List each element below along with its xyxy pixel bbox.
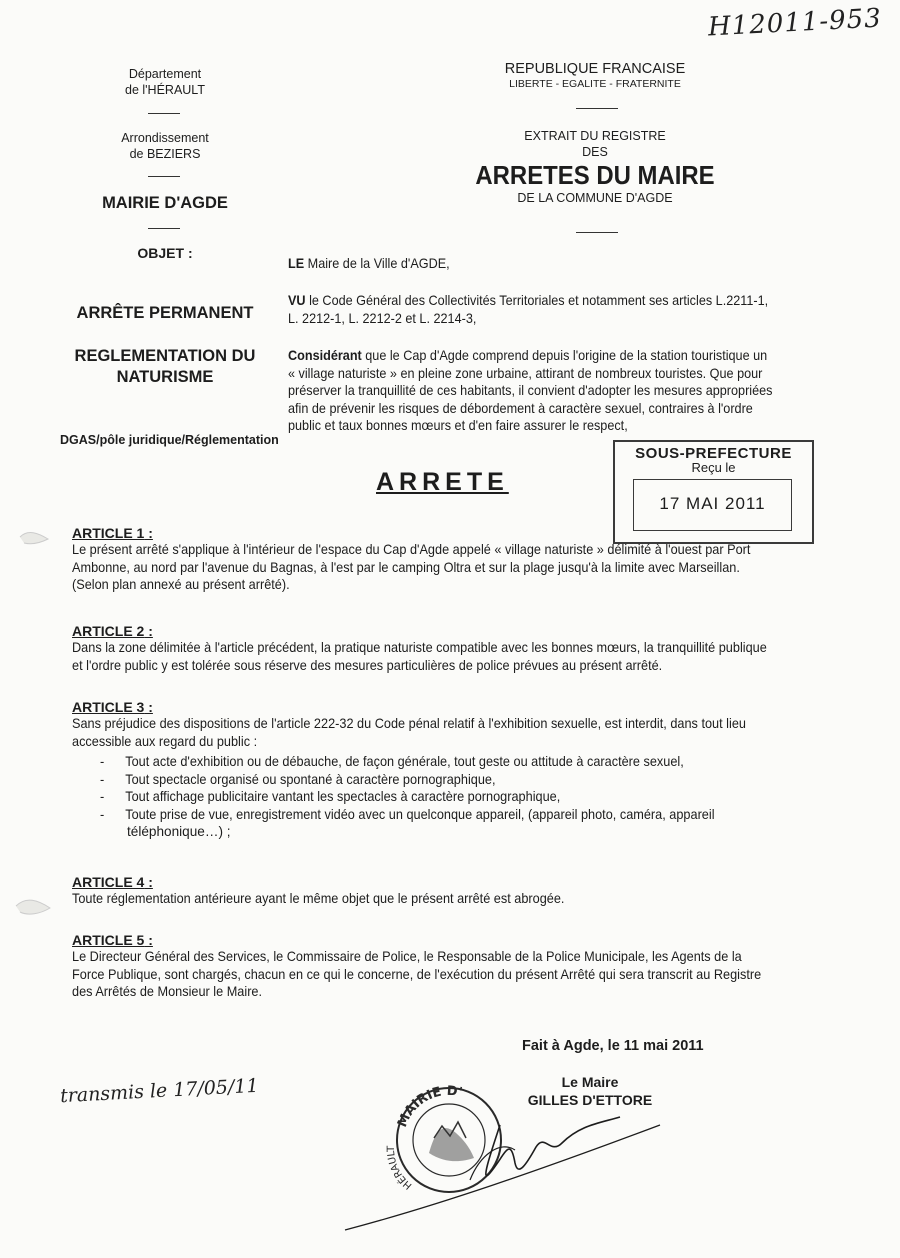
stamp-recu: Reçu le — [691, 460, 736, 475]
dgas-service: DGAS/pôle juridique/Réglementation — [60, 433, 279, 447]
reglementation-title — [50, 346, 280, 388]
considerant-line2: « village naturiste » en pleine zone urbaine, attirant de nombreux touristes. Que pour — [288, 365, 763, 381]
paper-crease-mark — [14, 892, 58, 922]
header-right — [445, 61, 745, 90]
considerant-line3: préserver la tranquillité de ces habitants, il convient d'adopter les mesures appropriées — [288, 383, 773, 398]
stamp-title: SOUS-PREFECTURE — [635, 445, 792, 462]
article-3-text: Sans préjudice des dispositions de l'article 222-32 du Code pénal relatif à l'exhibition sexuelle, est interdit, dans tout lieu accessible aux regard du public : — [72, 716, 746, 749]
article-4-text: Toute réglementation antérieure ayant le même objet que le présent arrêté est abrogée. — [72, 891, 565, 906]
handwritten-transmission: transmis le 17/05/11 — [59, 1074, 260, 1108]
preamble-le-maire — [288, 255, 450, 273]
paper-crease-mark — [18, 525, 58, 550]
divider — [148, 113, 180, 114]
divider — [148, 176, 180, 177]
bullet-continuation: téléphonique…) ; — [127, 824, 231, 839]
reglementation-line2: NATURISME — [116, 368, 214, 386]
list-item: - Toute prise de vue, enregistrement vidéo avec un quelconque appareil, (appareil photo, caméra, appareil — [100, 806, 845, 824]
article-3-title: ARTICLE 3 : — [72, 699, 153, 715]
article-5-title: ARTICLE 5 : — [72, 932, 153, 948]
des: DES — [582, 145, 608, 159]
article-3-bullets — [100, 753, 897, 841]
article-3 — [72, 699, 882, 750]
arrete-heading: ARRETE — [376, 468, 509, 496]
stamp-date-box — [633, 479, 792, 531]
devise: LIBERTE - EGALITE - FRATERNITE — [509, 78, 681, 90]
le-bold: LE — [288, 256, 305, 271]
registre-block — [445, 128, 745, 206]
le-maire-rest: Maire de la Ville d'AGDE, — [304, 256, 450, 271]
department-block — [85, 66, 245, 98]
reglementation-line1: REGLEMENTATION DU — [74, 347, 256, 365]
commune: DE LA COMMUNE D'AGDE — [517, 191, 673, 205]
considerant-bold: Considérant — [288, 348, 362, 363]
mayor-name: GILLES D'ETTORE — [527, 1092, 653, 1108]
article-4 — [72, 874, 882, 908]
arrondissement-line2: de BEZIERS — [129, 147, 201, 161]
preamble-vu — [288, 292, 818, 327]
arretes-du-maire: ARRETES DU MAIRE — [475, 160, 715, 190]
objet-label: OBJET : — [137, 245, 193, 261]
considerant-rest: que le Cap d'Agde comprend depuis l'origine de la station touristique un — [361, 348, 768, 363]
mairie-title: MAIRIE D'AGDE — [102, 194, 228, 212]
seal-side-text: HÉRAULT — [385, 1145, 415, 1192]
handwritten-reference: H12011-953 — [707, 3, 883, 43]
article-2 — [72, 623, 882, 674]
article-4-title: ARTICLE 4 : — [72, 874, 153, 890]
arrondissement-line1: Arrondissement — [121, 131, 209, 145]
article-1 — [72, 525, 882, 594]
mayor-signature — [340, 1095, 670, 1235]
seal-top-text: MAIRIE D' — [395, 1083, 464, 1130]
preamble-considerant — [288, 347, 827, 435]
department-line2: de l'HÉRAULT — [125, 83, 205, 97]
arrondissement-block — [85, 130, 245, 162]
list-item: - Tout affichage publicitaire vantant les spectacles à caractère pornographique, — [100, 788, 845, 806]
stamp-date: 17 MAI 2011 — [659, 494, 766, 513]
le-maire-label: Le Maire — [561, 1074, 619, 1090]
department-line1: Département — [128, 67, 202, 81]
republique: REPUBLIQUE FRANCAISE — [504, 61, 686, 77]
vu-bold: VU — [288, 293, 306, 308]
considerant-line4: afin de prévenir les risques de débordement à caractère sexuel, contraires à l'ordre — [288, 400, 753, 416]
article-2-title: ARTICLE 2 : — [72, 623, 153, 639]
vu-line2: L. 2212-1, L. 2212-2 et L. 2214-3, — [288, 310, 477, 326]
article-5 — [72, 932, 882, 1001]
arrete-permanent: ARRÊTE PERMANENT — [76, 304, 254, 322]
divider — [576, 232, 618, 233]
fait-a-agde: Fait à Agde, le 11 mai 2011 — [522, 1038, 704, 1054]
article-5-text: Le Directeur Général des Services, le Commissaire de Police, le Responsable de la Police Municipale, les Agents de la Force Publique, sont chargés, chacun en ce qui le concerne, de l'exécution du présent Arrêté qui sera transcrit au Registre des Arrêtés de Monsieur le Maire. — [72, 949, 762, 999]
article-2-text: Dans la zone délimitée à l'article précédent, la pratique naturiste compatible avec les bonnes mœurs, la tranquillité publique et l'ordre public y est tolérée sous réserve des mesures particulières de police prévues au présent arrêté. — [72, 640, 767, 673]
article-1-text: Le présent arrêté s'applique à l'intérieur de l'espace du Cap d'Agde appelé « village naturiste » délimité à l'ouest par Port Ambonne, au nord par l'avenue du Bagnas, à l'est par le camping Oltra et sur la plage jusqu'à la limite avec Marseillan. (Selon plan annexé au présent arrêté). — [72, 542, 751, 592]
divider — [576, 108, 618, 109]
list-item: - Tout spectacle organisé ou spontané à caractère pornographique, — [100, 771, 845, 789]
list-item: - Tout acte d'exhibition ou de débauche, de façon générale, tout geste ou attitude à caractère sexuel, — [100, 753, 845, 771]
considerant-line5: public et taux bonnes mœurs et d'en faire assurer le respect, — [288, 418, 628, 433]
vu-rest: le Code Général des Collectivités Territoriales et notamment ses articles L.2211-1, — [305, 293, 769, 308]
divider — [148, 228, 180, 229]
extrait: EXTRAIT DU REGISTRE — [524, 129, 666, 143]
article-1-title: ARTICLE 1 : — [72, 525, 153, 541]
